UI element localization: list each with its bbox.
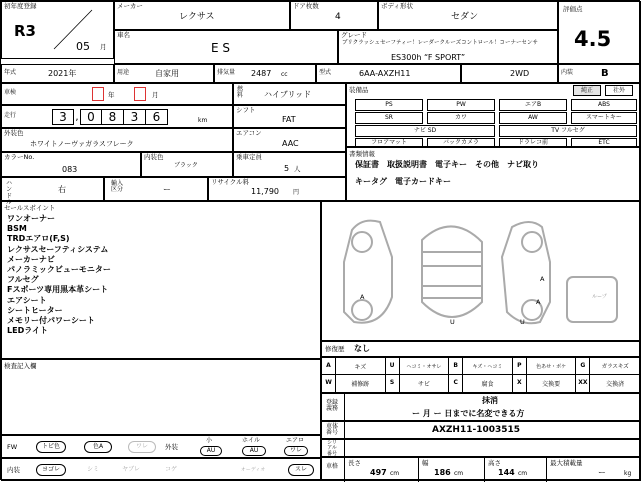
inspection-notes-cell: [1, 359, 321, 435]
interior-pill-audio: オーディオ: [238, 464, 268, 476]
fw-pill-ware: ワレ: [128, 441, 156, 453]
odo-comma: ,: [75, 112, 79, 123]
drive-cell: [461, 64, 558, 83]
sales-point: TRDエアロ(F,S): [7, 234, 70, 244]
legend-item: [576, 375, 640, 392]
fuel-cell: [233, 83, 346, 105]
sales-point: レクサスセーフティシステム: [7, 244, 109, 254]
reg-cell: [1, 1, 114, 59]
year-label: 年式: [4, 69, 17, 76]
maker-label: メーカー: [117, 2, 143, 10]
registration-value: 抹消: [482, 396, 498, 405]
legend-desc: 交換済: [606, 381, 625, 388]
shagai-badge: 社外: [605, 85, 633, 96]
fw-pill-color: 色A: [84, 441, 112, 453]
sales-points-label: セールスポイント: [4, 204, 56, 212]
maker-value: レクサス: [179, 12, 215, 22]
width-unit: cm: [454, 470, 464, 477]
odo-digit: 3: [52, 109, 74, 125]
length-value: 497: [370, 468, 387, 477]
aero-label: エアロ: [286, 437, 305, 444]
dimensions-divider: [344, 458, 345, 482]
inspection-month-box: [134, 87, 146, 101]
equip-floormat: フロアマット: [355, 138, 423, 148]
sales-point: シートヒーター: [7, 305, 63, 315]
interior-row-label: 内装: [7, 466, 20, 474]
repair-history-label: 修復歴: [325, 345, 345, 353]
color-label: 外装色: [4, 129, 24, 137]
interior-color-label: 内装色: [144, 153, 164, 161]
sales-point: LEDライト: [7, 326, 48, 336]
height-unit: cm: [518, 470, 528, 477]
legend-item: [513, 358, 577, 375]
registration-cell: [321, 393, 641, 421]
legend-grid: [322, 358, 640, 392]
serial-cell: [321, 439, 641, 457]
interior-pill-sure: スレ: [288, 464, 314, 476]
sales-point: ワンオーナー: [7, 214, 55, 223]
height-label: 高さ: [488, 459, 501, 467]
equip-airbag: エアB: [499, 99, 567, 111]
type-cell: [316, 64, 461, 83]
dimensions-row: [321, 457, 641, 481]
capacity-cell: [233, 152, 346, 177]
length-unit: cm: [390, 470, 400, 477]
fuel-label: 燃料: [236, 86, 243, 100]
small-au-pill: AU: [200, 446, 222, 456]
reg-label: 初年度登録: [4, 2, 37, 10]
chassis-label: 車体番号: [326, 423, 339, 437]
aircon-value: AAC: [282, 139, 299, 148]
legend-item: [513, 375, 577, 392]
grade-label: グレード: [341, 31, 367, 39]
equip-pw: PW: [427, 99, 495, 111]
type-value: 6AA-AXZH11: [359, 69, 411, 78]
odo-digit: 6: [146, 109, 168, 125]
registration-divider: [344, 394, 345, 422]
dim-divider: [418, 458, 419, 482]
inspection-label: 車検: [4, 89, 17, 96]
legend-code: P: [513, 358, 527, 374]
legend-code: XX: [576, 375, 590, 392]
handle-label: ハンドル: [5, 180, 12, 206]
damage-mark-u2: U: [520, 318, 525, 326]
dim-divider: [484, 458, 485, 482]
shift-cell: [233, 105, 346, 128]
damage-mark-a2: A: [360, 293, 365, 301]
inspection-cell: [1, 83, 233, 105]
recycle-value: 11,790: [251, 187, 279, 196]
km-unit: km: [198, 117, 208, 124]
use-cell: [114, 64, 214, 83]
displacement-label: 排気量: [217, 69, 236, 76]
interior-cell: [558, 64, 641, 83]
sales-points-cell: [1, 201, 321, 359]
use-label: 用途: [117, 69, 130, 76]
sales-point: パノラミックビューモニター: [7, 265, 111, 275]
equip-sr: SR: [355, 112, 423, 124]
inspection-year-unit: 年: [108, 91, 115, 99]
legend-desc: 交換要: [542, 381, 561, 388]
equip-tv: TV フルセグ: [499, 125, 637, 137]
legend-code: A: [322, 358, 336, 374]
model-value: E S: [211, 41, 231, 55]
repair-history-cell: [321, 341, 641, 357]
legend-desc: キズ・ヘコミ: [472, 363, 503, 370]
legend-desc: サビ: [417, 381, 430, 388]
equip-dashcam: ドラレコ前: [499, 138, 567, 148]
inspection-notes-label: 検査記入欄: [4, 362, 37, 370]
year-value: 2021年: [48, 69, 77, 78]
mileage-digits: [52, 109, 168, 125]
dimensions-label: 車格: [326, 463, 339, 470]
recycle-cell: [208, 177, 346, 201]
fuel-value: ハイブリッド: [264, 90, 312, 99]
dim-divider: [546, 458, 547, 482]
reg-year: R3: [14, 22, 36, 40]
width-value: 186: [434, 468, 451, 477]
serial-label: シリアル番号: [326, 440, 337, 457]
odo-digit: 8: [102, 109, 124, 125]
doors-cell: [290, 1, 378, 30]
height-value: 144: [498, 468, 515, 477]
odo-digit: 0: [80, 109, 102, 125]
color-value: ホワイトノーヴァガラスフレーク: [30, 140, 134, 148]
legend-code: S: [386, 375, 400, 392]
drive-value: 2WD: [510, 69, 530, 78]
fw-pill-toshoku: トピ色: [36, 441, 66, 453]
import-cell: [104, 177, 208, 201]
legend-item: [386, 375, 450, 392]
grade-cell: [338, 30, 558, 64]
doors-value: 4: [335, 12, 341, 22]
capacity-unit: 人: [294, 165, 301, 173]
year-cell: [1, 64, 114, 83]
interior-pill-yogore: ヨゴレ: [36, 464, 66, 476]
reg-slash: [2, 2, 115, 60]
small-label: 小: [206, 437, 213, 444]
model-cell: [114, 30, 338, 64]
width-label: 幅: [422, 459, 429, 467]
sales-point: フルセグ: [7, 275, 39, 285]
documents-cell: [346, 147, 641, 201]
colorno-value: 083: [62, 165, 78, 174]
wheel-au-pill: AU: [242, 446, 266, 456]
score-label: 評価点: [563, 5, 583, 13]
grade-note: プリクラッシュセーフティー！レーダークルーズコントロール！コーナーセンサ: [342, 40, 538, 46]
use-value: 自家用: [155, 69, 179, 78]
displacement-value: 2487: [251, 69, 272, 78]
gaisou-label: 外装: [165, 443, 178, 451]
aircon-cell: [233, 128, 346, 152]
fw-label: FW: [7, 443, 18, 451]
chassis-cell: [321, 421, 641, 439]
damage-legend: [321, 357, 641, 393]
load-unit: kg: [624, 470, 632, 477]
legend-item: [449, 375, 513, 392]
damage-mark-a3: A: [536, 298, 541, 306]
equip-leather: カワ: [427, 112, 495, 124]
cc-unit: cc: [281, 71, 288, 78]
fw-row: [1, 435, 321, 458]
interior-pill-yabure: ヤブレ: [116, 464, 146, 476]
recycle-label: リサイクル料: [211, 178, 250, 186]
legend-item: [322, 375, 386, 392]
colorno-cell: [1, 152, 141, 177]
legend-desc: ガラスキズ: [601, 364, 629, 370]
reg-month-unit: 月: [100, 43, 107, 51]
chassis-value: AXZH11-1003515: [432, 425, 521, 435]
legend-code: W: [322, 375, 336, 392]
color-cell: [1, 128, 233, 152]
interior-color-cell: [141, 152, 233, 177]
aircon-label: エアコン: [236, 129, 262, 137]
car-diagram-cell: [321, 201, 641, 341]
interior-value: B: [601, 68, 609, 79]
load-value: ー: [598, 468, 606, 477]
diagram-note: ループ: [592, 294, 607, 300]
inspection-year-box: [92, 87, 104, 101]
sales-points-list: [7, 214, 111, 336]
equip-ps: PS: [355, 99, 423, 111]
grade-value: ES300h “F SPORT”: [391, 53, 466, 62]
interior-pill-koge: コゲ: [158, 464, 184, 476]
legend-item: [386, 358, 450, 375]
equip-etc: ETC: [571, 138, 637, 148]
import-value: ー: [163, 185, 171, 194]
sales-point: BSM: [7, 224, 27, 234]
maker-cell: [114, 1, 290, 30]
interior-label: 内装: [561, 69, 574, 76]
length-label: 長さ: [348, 459, 361, 467]
colorno-label: カラーNo.: [4, 153, 35, 161]
handle-cell: [1, 177, 104, 206]
mileage-cell: [1, 105, 233, 128]
legend-desc: ヘコミ・オサレ: [406, 363, 442, 370]
repair-history-value: なし: [354, 344, 370, 353]
capacity-value: 5: [284, 164, 290, 173]
type-label: 型式: [319, 69, 332, 76]
shift-label: シフト: [236, 106, 256, 114]
mileage-label: 走行: [4, 112, 17, 119]
load-label: 最大積載量: [550, 459, 583, 467]
registration-label: 登録義務: [326, 399, 339, 413]
legend-code: X: [513, 375, 527, 392]
equip-navi: ナビ SD: [355, 125, 495, 137]
equip-backcam: バックカメラ: [427, 138, 495, 148]
documents-line1: 保証書 取扱説明書 電子キー その他 ナビ取り: [355, 160, 539, 169]
legend-item: [449, 358, 513, 375]
body-value: セダン: [451, 12, 479, 22]
damage-mark-a1: A: [540, 275, 545, 283]
doors-label: ドア枚数: [293, 2, 319, 10]
wheel-label: ホイル: [242, 437, 261, 444]
reg-month: 05: [76, 40, 90, 53]
equip-smartkey: スマートキー: [571, 112, 637, 124]
sales-point: メーカーナビ: [7, 254, 55, 264]
capacity-label: 乗車定員: [236, 153, 262, 161]
model-label: 車名: [117, 31, 130, 39]
legend-desc: キズ: [354, 363, 367, 371]
odo-digit: 3: [124, 109, 146, 125]
legend-code: U: [386, 358, 400, 374]
equipment-cell: [346, 83, 641, 147]
handle-value: 右: [58, 185, 66, 194]
interior-color-value: ブラック: [174, 162, 198, 169]
legend-desc: 腐食: [481, 381, 494, 388]
body-label: ボディ形状: [381, 2, 413, 10]
equipment-label: 装備品: [349, 86, 369, 94]
displacement-cell: [214, 64, 316, 83]
junsei-badge: 純正: [573, 85, 601, 96]
body-cell: [378, 1, 558, 30]
interior-row: [1, 458, 321, 481]
legend-code: G: [576, 358, 590, 374]
registration-deadline: ー 月 ー 日までに名変できる方: [412, 409, 525, 418]
sales-point: Fスポーツ専用黒本革シート: [7, 285, 109, 295]
sales-point: メモリー付パワーシート: [7, 316, 95, 326]
legend-code: B: [449, 358, 463, 374]
car-diagram: [322, 202, 642, 342]
legend-item: [322, 358, 386, 375]
legend-code: C: [449, 375, 463, 392]
inspection-month-unit: 月: [152, 91, 159, 99]
score-cell: [558, 1, 641, 64]
damage-mark-u1: U: [450, 318, 455, 326]
equip-aw: AW: [499, 112, 567, 124]
legend-item: [576, 358, 640, 375]
equip-abs: ABS: [571, 99, 637, 111]
aero-ware-pill: ワレ: [284, 446, 308, 456]
interior-pill-shimi: シミ: [80, 464, 106, 476]
recycle-unit: 円: [293, 189, 300, 196]
serial-divider: [344, 440, 345, 458]
legend-desc: 色あせ・ボケ: [536, 363, 567, 370]
chassis-divider: [344, 422, 345, 440]
sales-point: エアシート: [7, 295, 47, 305]
legend-desc: 補修跡: [351, 381, 370, 388]
documents-line2: キータグ 電子カードキー: [355, 177, 451, 186]
shift-value: FAT: [282, 115, 296, 124]
score-value: 4.5: [574, 27, 612, 51]
documents-label: 書類情報: [349, 150, 375, 158]
import-label: 輸入区分: [110, 180, 123, 194]
